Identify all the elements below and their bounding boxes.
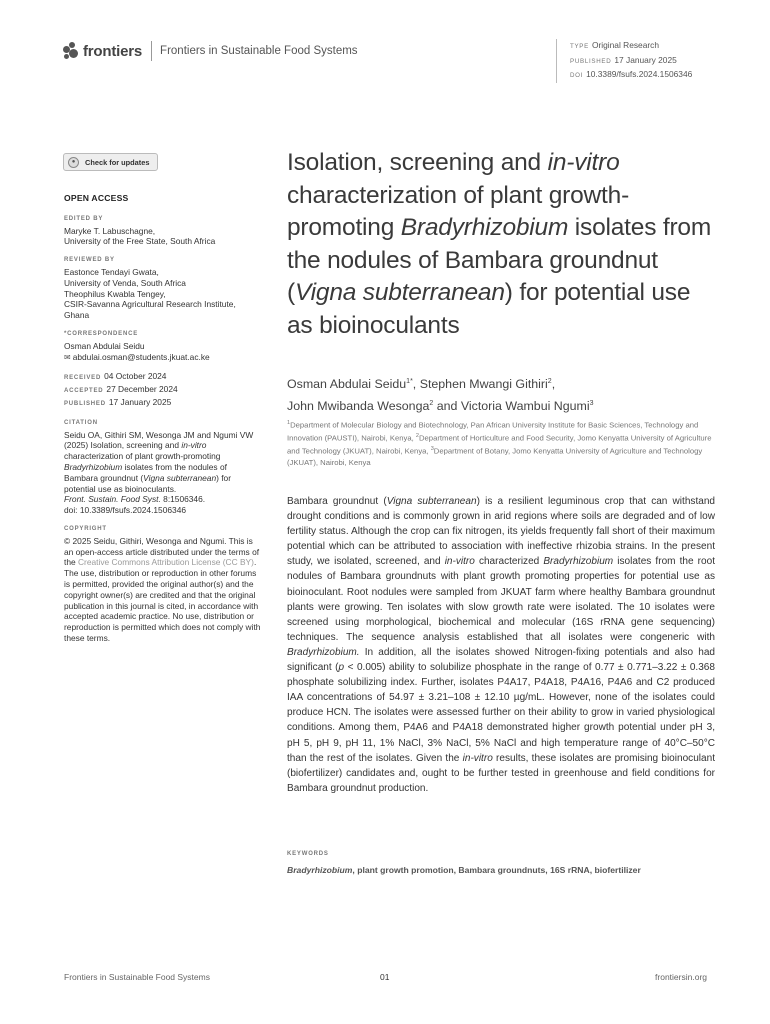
keywords-label: KEYWORDS (287, 851, 329, 857)
footer-journal: Frontiers in Sustainable Food Systems (64, 972, 210, 982)
edited-by-label: EDITED BY (64, 215, 104, 222)
author-name[interactable]: John Mwibanda Wesonga (287, 399, 430, 414)
citation-section (64, 418, 261, 516)
brand-name: frontiers (83, 42, 143, 60)
reviewed-by-section (64, 255, 261, 321)
correspondence-name: Osman Abdulai Seidu (64, 340, 145, 351)
correspondence-label: *CORRESPONDENCE (64, 330, 139, 337)
reviewer-line: University of Venda, South Africa (64, 277, 186, 288)
citation-label: CITATION (64, 419, 98, 426)
accepted-value: 27 December 2024 (106, 384, 178, 395)
header-divider (151, 41, 152, 61)
keywords: Bradyrhizobium, plant growth promotion, Bambara groundnuts, 16S rRNA, biofertilizer (287, 865, 641, 875)
author-list: Osman Abdulai Seidu$^{1*}$, Stephen Mwangi Githiri$^2$, John Mwibanda Wesonga$^2$ and Victoria Wambui Ngumi$^3$ (287, 377, 594, 414)
article-title: Isolation, screening and in-vitro characterization of plant growth-promoting Bradyrhizobium isolates from the nodules of Bambara groundnut (Vigna subterranean) for potential use as bioinoculants (287, 149, 712, 339)
edited-by-section (64, 214, 261, 247)
copyright-text: © 2025 Seidu, Githiri, Wesonga and Ngumi. This is an open-access article distributed under the terms of the Creative Commons Attribution License (CC BY). The use, distribution or reproduction in other forums is permitted, provided the original author(s) and the copyright owner(s) are credited and that the original publication in this journal is cited, in accordance with accepted academic practice. No use, distribution or reproduction is permitted which does not comply with these terms. (64, 535, 261, 643)
reviewed-by-label: REVIEWED BY (64, 257, 115, 264)
author-name[interactable]: Victoria Wambui Ngumi (460, 399, 590, 414)
editor-line: University of the Free State, South Africa (64, 236, 216, 247)
page-number: 01 (380, 972, 390, 982)
check-updates-icon: ● (68, 157, 79, 168)
envelope-icon: ✉ (64, 352, 71, 362)
citation-doi[interactable]: doi: 10.3389/fsufs.2024.1506346 (64, 505, 187, 516)
doi-label: DOI (570, 72, 584, 79)
author-name[interactable]: Osman Abdulai Seidu (287, 377, 407, 392)
doi-value[interactable]: 10.3389/fsufs.2024.1506346 (586, 69, 693, 79)
published-date-label: PUBLISHED (64, 400, 106, 407)
reviewer-line: Eastonce Tendayi Gwata, (64, 266, 159, 277)
check-updates-button[interactable] (63, 153, 158, 171)
published-date-value: 17 January 2025 (108, 396, 172, 407)
correspondence-email[interactable]: abdulai.osman@students.jkuat.ac.ke (72, 351, 210, 362)
check-updates-label: Check for updates (85, 157, 150, 167)
header-logo[interactable] (63, 41, 358, 61)
footer-site-link[interactable]: frontiersin.org (655, 972, 707, 982)
received-label: RECEIVED (64, 375, 102, 382)
published-label: PUBLISHED (570, 57, 612, 65)
correspondence-section (64, 329, 261, 363)
type-value: Original Research (591, 40, 659, 50)
editor-line: Maryke T. Labuschagne, (64, 225, 156, 236)
copyright-section (64, 524, 261, 644)
copyright-label: COPYRIGHT (64, 525, 107, 532)
received-value: 04 October 2024 (104, 371, 167, 382)
reviewer-line: CSIR-Savanna Agricultural Research Institute, (64, 299, 236, 310)
frontiers-logo-icon (63, 42, 79, 60)
author-name[interactable]: Stephen Mwangi Githiri (419, 377, 548, 392)
journal-name: Frontiers in Sustainable Food Systems (160, 45, 358, 57)
type-label: TYPE (570, 43, 589, 50)
dates-section (64, 371, 261, 409)
article-meta (556, 39, 692, 83)
reviewer-line: Theophilus Kwabla Tengey, (64, 288, 166, 299)
sidebar (64, 193, 261, 652)
license-link[interactable]: Creative Commons Attribution License (CC BY) (77, 557, 254, 568)
published-value: 17 January 2025 (614, 54, 677, 65)
open-access-label: OPEN ACCESS (64, 193, 129, 203)
reviewer-line: Ghana (64, 310, 90, 321)
citation-text: Seidu OA, Githiri SM, Wesonga JM and Ngumi VW (2025) Isolation, screening and in-vitro characterization of plant growth-promoting Bradyrhizobium isolates from the nodules of Bambara groundnut (Vigna subterranean) for potential use as bioinoculants. (64, 429, 254, 494)
affiliations: $^1$Department of Molecular Biology and Biotechnology, Pan African University Institute for Basic Sciences, Technology and Innovation (PAUSTI), Nairobi, Kenya, $^2$Department of Horticulture and Food Security, Jomo Kenyatta University of Agriculture and Technology (JKUAT), Nairobi, Kenya, $^3$Department of Botany, Jomo Kenyatta University of Agriculture and Technology (JKUAT), Nairobi, Kenya (287, 420, 712, 468)
citation-journal-line: Front. Sustain. Food Syst. 8:1506346. (64, 494, 206, 505)
accepted-label: ACCEPTED (64, 388, 104, 395)
abstract: Bambara groundnut (Vigna subterranean) is a resilient leguminous crop that can withstand drought conditions and is commonly grown in arid regions where soils are degraded and of low fertility status. Although the crop can fix nitrogen, its yields frequently fall short of their maximum potential which can be attributed to association with ineffective rhizobia strains. In the present study, we isolated, screened, and in-vitro characterized Bradyrhizobium isolates from the root nodules of Bambara groundnuts with plant growth promoting properties for potential use as bioinoculant. Root nodules were sampled from JKUAT farm where healthy Bambara groundnut plants were growing. Ten isolates with slow growth rate were isolated. The 10 isolates were screened using morphological, biochemical and molecular (16S rRNA gene sequencing) techniques. The sequence analysis established that all isolates were congeneric with Bradyrhizobium. In addition, all the isolates showed Nitrogen-fixing potentials and also had significant (p < 0.005) ability to solubilize phosphate in the range of 0.77 ± 0.771–3.22 ± 0.368 phosphate solubilizing index. Further, isolates P4A17, P4A18, P4A16, P4A6 and C2 produced IAA concentrations of 54.97 ± 3.21–108 ± 12.10 µg/mL. However, none of the isolates could produce HCN. The isolates were assessed further on their ability to grow in varied physiological conditions. Among them, P4A6 and P4A18 demonstrated higher growth potential under pH 3, pH 5, pH 9, pH 11, 1% NaCl, 3% NaCl, 5% NaCl and high temperature range of 40°C–50°C than the rest of the isolates. Given the in-vitro results, these isolates are promising bioinoculant (biofertilizer) candidates and, ought to be further tested in greenhouse and field conditions for Bambara groundnut production. (287, 496, 715, 794)
